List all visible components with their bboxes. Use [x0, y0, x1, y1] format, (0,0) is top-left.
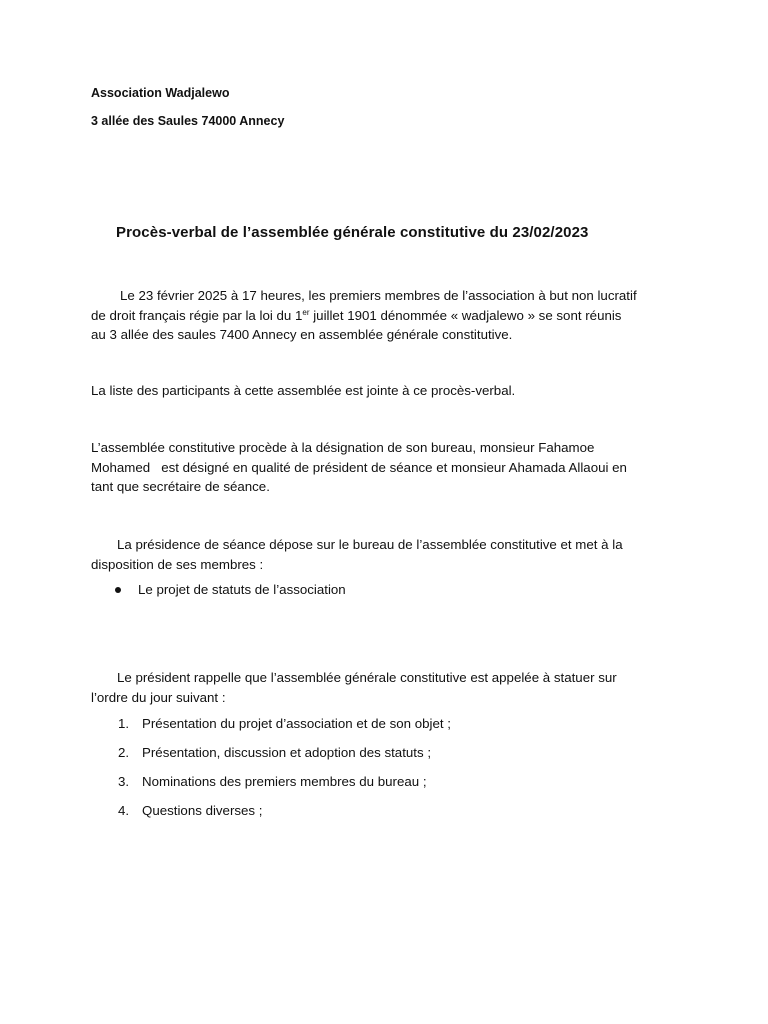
- bullet-list: [0, 582, 768, 602]
- list-item-text: Présentation du projet d’association et de son objet ;: [142, 716, 451, 731]
- list-item-text: Nominations des premiers membres du bureau ;: [142, 774, 427, 789]
- paragraph-line: Le 23 février 2025 à 17 heures, les premiers membres de l’association à but non lucratif: [120, 288, 637, 303]
- paragraph-line: disposition de ses membres :: [91, 556, 264, 572]
- paragraph-agenda-intro: [91, 668, 671, 707]
- paragraph-participants: La liste des participants à cette assemblée est jointe à ce procès-verbal.: [91, 383, 516, 398]
- association-name: Association Wadjalewo: [91, 86, 230, 100]
- list-item-text: Présentation, discussion et adoption des statuts ;: [142, 745, 432, 760]
- superscript: er: [302, 307, 310, 317]
- list-number: 2.: [118, 745, 130, 760]
- paragraph-presidence: [91, 535, 671, 574]
- agenda-list: [0, 716, 768, 836]
- paragraph-line: juillet 1901 dénommée « wadjalewo » se sont réunis: [309, 307, 622, 323]
- list-number: 1.: [118, 716, 130, 731]
- list-item-text: Questions diverses ;: [142, 803, 263, 818]
- document-title: Procès-verbal de l’assemblée générale constitutive du 23/02/2023: [116, 224, 589, 241]
- list-item: Le projet de statuts de l’association: [138, 582, 346, 597]
- paragraph-line: de droit français régie par la loi du 1: [91, 307, 303, 323]
- list-number: 3.: [118, 774, 130, 789]
- paragraph-line: L’assemblée constitutive procède à la désignation de son bureau, monsieur Fahamoe: [91, 440, 595, 455]
- list-number: 4.: [118, 803, 130, 818]
- paragraph-line: tant que secrétaire de séance.: [91, 479, 270, 494]
- association-address: 3 allée des Saules 74000 Annecy: [91, 114, 285, 128]
- paragraph-line: La présidence de séance dépose sur le bureau de l’assemblée constitutive et met à la: [117, 537, 623, 552]
- paragraph-line: au 3 allée des saules 7400 Annecy en assemblée générale constitutive.: [91, 327, 513, 342]
- paragraph-line: l’ordre du jour suivant :: [91, 689, 226, 705]
- paragraph-meeting-intro: [91, 286, 671, 345]
- paragraph-line: Mohamed est désigné en qualité de président de séance et monsieur Ahamada Allaoui en: [91, 459, 627, 475]
- paragraph-bureau: [91, 438, 671, 497]
- paragraph-line: Le président rappelle que l’assemblée générale constitutive est appelée à statuer sur: [117, 670, 617, 685]
- bullet-icon: [115, 587, 121, 593]
